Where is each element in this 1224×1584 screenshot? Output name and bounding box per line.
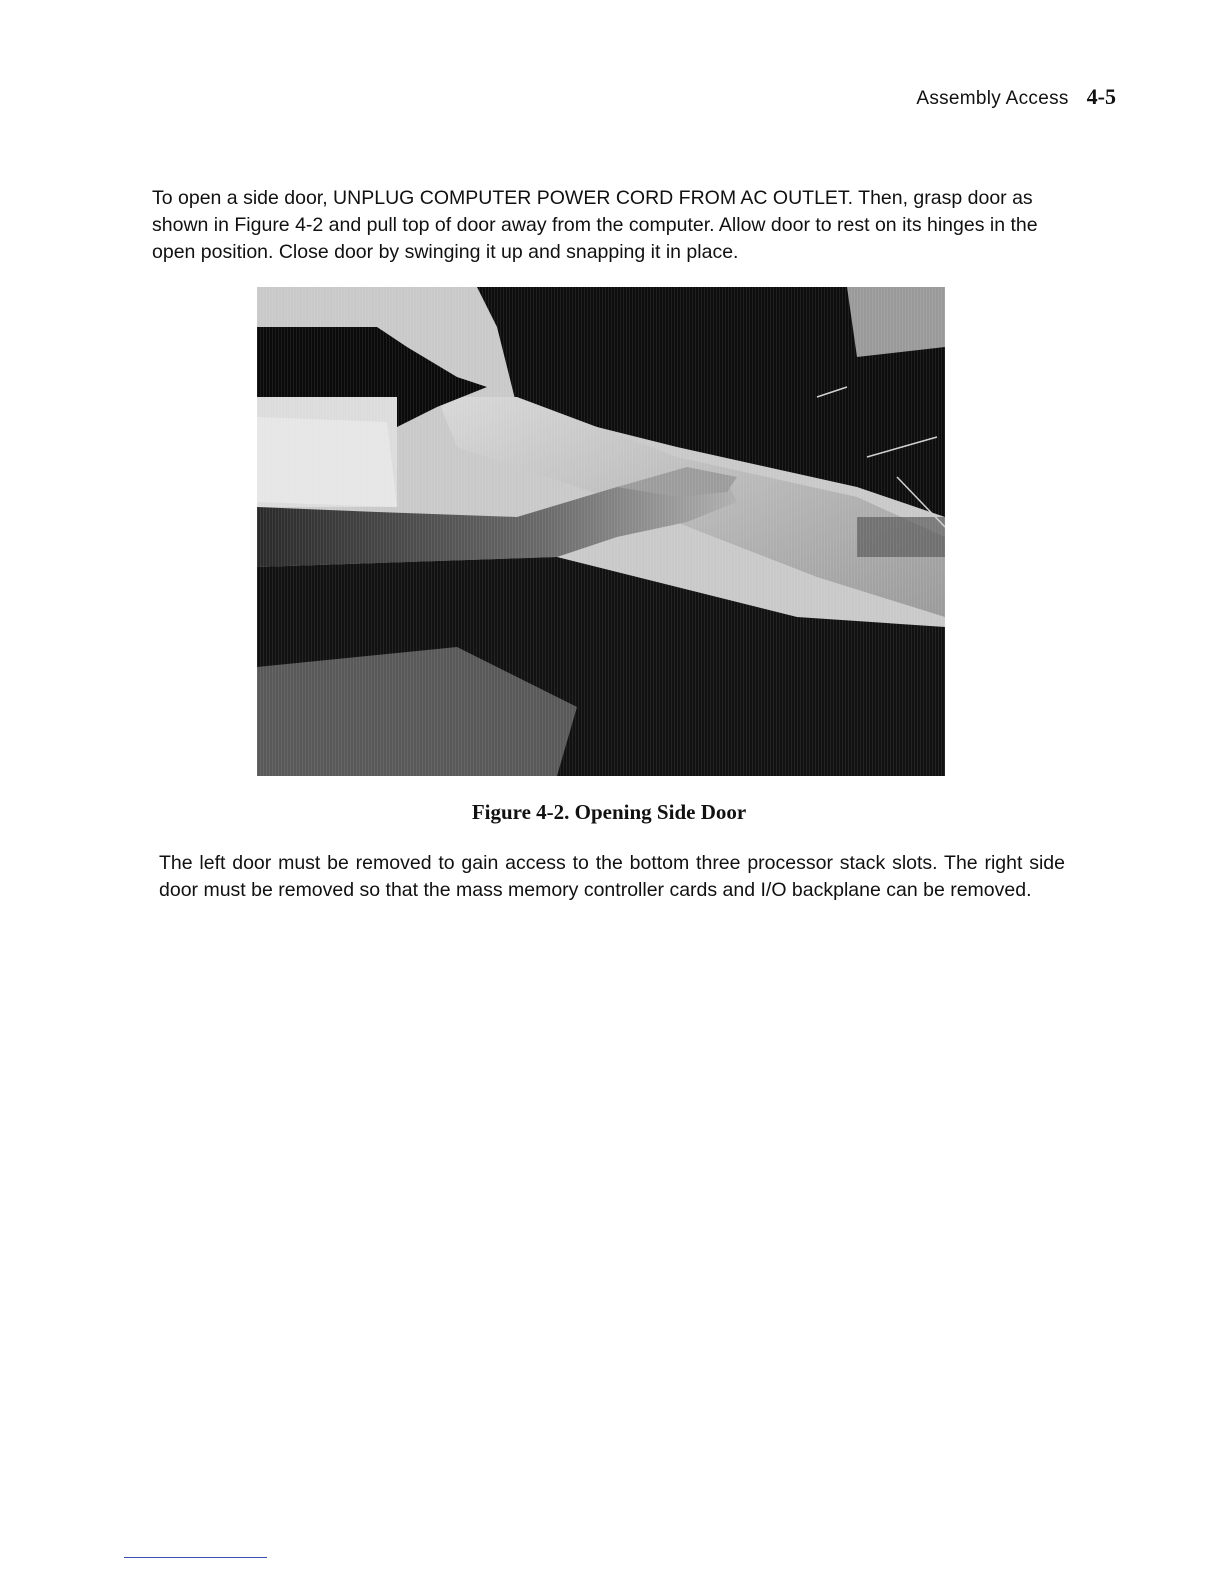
intro-paragraph: To open a side door, UNPLUG COMPUTER POWER CORD FROM AC OUTLET. Then, grasp door as shown in Figure 4-2 and pull top of door away from the computer. Allow door to rest on its hinges in the open position. Close door by swinging it up and snapping it in place. — [152, 187, 1038, 263]
running-header — [916, 84, 1116, 110]
footer-rule — [124, 1557, 267, 1558]
page-number: 4-5 — [1086, 84, 1116, 109]
section-title: Assembly Access — [916, 88, 1069, 109]
door-removal-paragraph: The left door must be removed to gain access to the bottom three processor stack slots. The right side door must be removed so that the mass memory controller cards and I/O backplane can be removed. — [159, 852, 1065, 901]
figure-caption: Figure 4-2. Opening Side Door — [471, 800, 747, 824]
figure-photo — [257, 287, 945, 776]
